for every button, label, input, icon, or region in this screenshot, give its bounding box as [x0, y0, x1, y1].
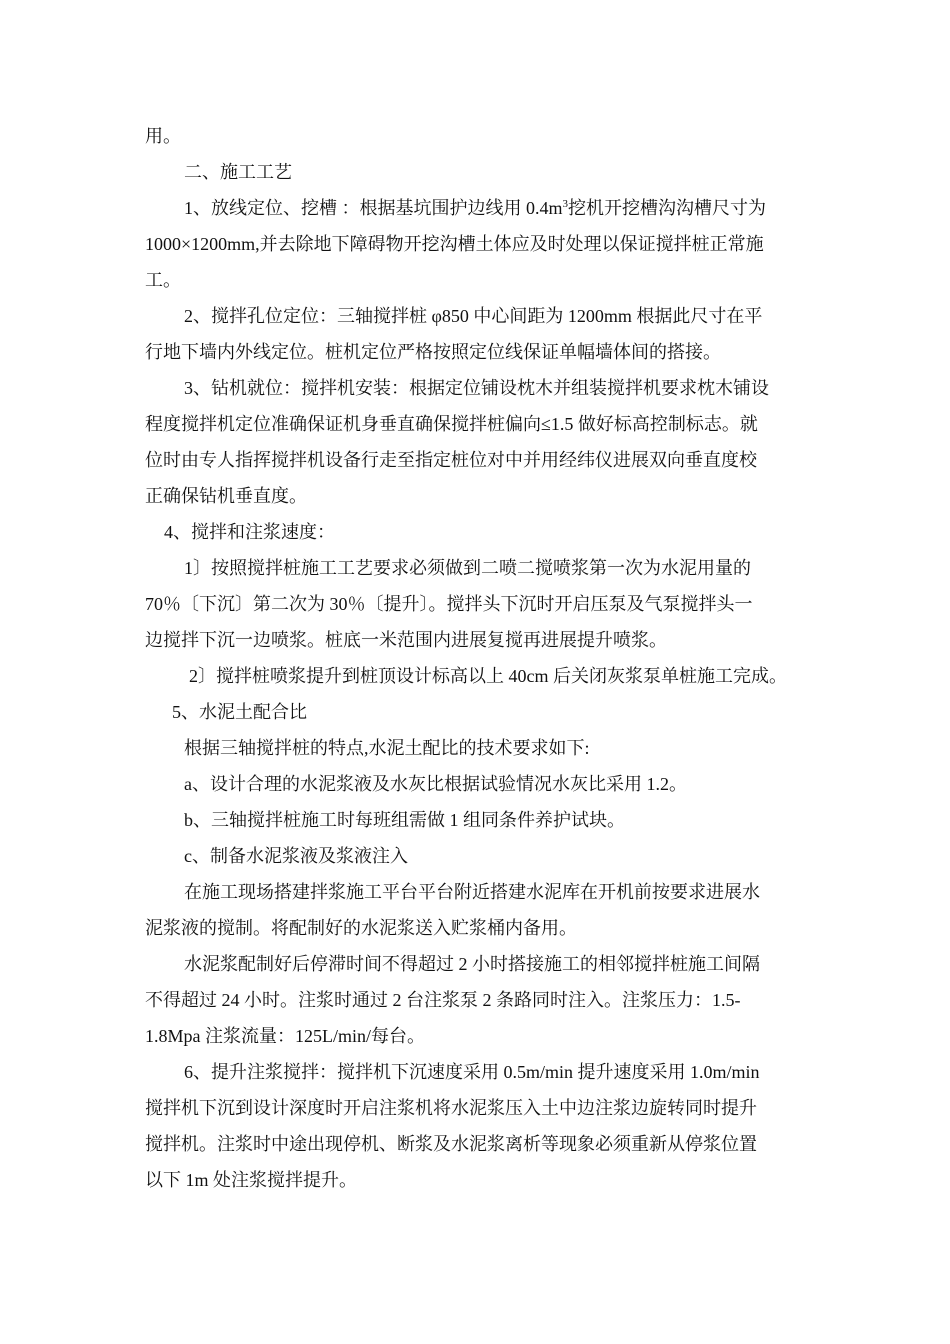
paragraph-line: 工。 — [145, 270, 181, 290]
paragraph-line: 2、搅拌孔位定位：三轴搅拌桩 φ850 中心间距为 1200mm 根据此尺寸在平 — [184, 306, 763, 326]
paragraph-line: 1〕按照搅拌桩施工工艺要求必须做到二喷二搅喷浆第一次为水泥用量的 — [184, 558, 751, 578]
superscript-text: 3 — [562, 198, 568, 210]
paragraph-line: 1000×1200mm,并去除地下障碍物开挖沟槽土体应及时处理以保证搅拌桩正常施 — [145, 234, 764, 254]
paragraph-line: 搅拌机下沉到设计深度时开启注浆机将水泥浆压入土中边注浆边旋转同时提升 — [145, 1098, 757, 1118]
paragraph-line: a、设计合理的水泥浆液及水灰比根据试验情况水灰比采用 1.2。 — [184, 774, 687, 794]
paragraph-line: 位时由专人指挥搅拌机设备行走至指定桩位对中并用经纬仪进展双向垂直度校 — [145, 450, 757, 470]
paragraph-line: 70％〔下沉〕第二次为 30％〔提升〕。搅拌头下沉时开启压泵及气泵搅拌头一 — [145, 594, 753, 614]
paragraph-line: 以下 1m 处注浆搅拌提升。 — [145, 1170, 357, 1190]
text-run: 挖机开挖槽沟沟槽尺寸为 — [568, 198, 766, 218]
paragraph-line: 根据三轴搅拌桩的特点,水泥土配比的技术要求如下: — [184, 738, 590, 758]
paragraph-line: 在施工现场搭建拌浆施工平台平台附近搭建水泥库在开机前按要求进展水 — [184, 882, 760, 902]
paragraph-line: 泥浆液的搅制。将配制好的水泥浆送入贮浆桶内备用。 — [145, 918, 577, 938]
paragraph-line: 水泥浆配制好后停滞时间不得超过 2 小时搭接施工的相邻搅拌桩施工间隔 — [184, 954, 760, 974]
paragraph-line: 1.8Mpa 注浆流量：125L/min/每台。 — [145, 1026, 425, 1046]
paragraph-line: 边搅拌下沉一边喷浆。桩底一米范围内进展复搅再进展提升喷浆。 — [145, 630, 667, 650]
section-heading: 二、施工工艺 — [184, 162, 292, 182]
section-heading: 5、水泥土配合比 — [172, 702, 307, 722]
paragraph-line: 6、提升注浆搅拌：搅拌机下沉速度采用 0.5m/min 提升速度采用 1.0m/min — [184, 1062, 760, 1082]
text-run: 1、放线定位、挖槽 ：根据基坑围护边线用 0.4m — [184, 198, 563, 218]
paragraph-line — [184, 196, 766, 220]
paragraph-line: 3、钻机就位：搅拌机安装：根据定位铺设枕木并组装搅拌机要求枕木铺设 — [184, 378, 769, 398]
paragraph-line: 行地下墙内外线定位。桩机定位严格按照定位线保证单幅墙体间的搭接。 — [145, 342, 721, 362]
paragraph-line: b、三轴搅拌桩施工时每班组需做 1 组同条件养护试块。 — [184, 810, 625, 830]
paragraph-line: c、制备水泥浆液及浆液注入 — [184, 846, 408, 866]
section-heading: 4、搅拌和注浆速度： — [164, 522, 335, 542]
paragraph-line: 正确保钻机垂直度。 — [145, 486, 307, 506]
paragraph-line: 搅拌机。注浆时中途出现停机、断浆及水泥浆离析等现象必须重新从停浆位置 — [145, 1134, 757, 1154]
paragraph-line: 程度搅拌机定位准确保证机身垂直确保搅拌桩偏向≤1.5 做好标高控制标志。就 — [145, 414, 758, 434]
paragraph-line: 不得超过 24 小时。注浆时通过 2 台注浆泵 2 条路同时注入。注浆压力：1.5- — [145, 990, 741, 1010]
paragraph-line: 用。 — [145, 126, 181, 146]
paragraph-line: 2〕搅拌桩喷浆提升到桩顶设计标高以上 40cm 后关闭灰浆泵单桩施工完成。 — [189, 666, 787, 686]
